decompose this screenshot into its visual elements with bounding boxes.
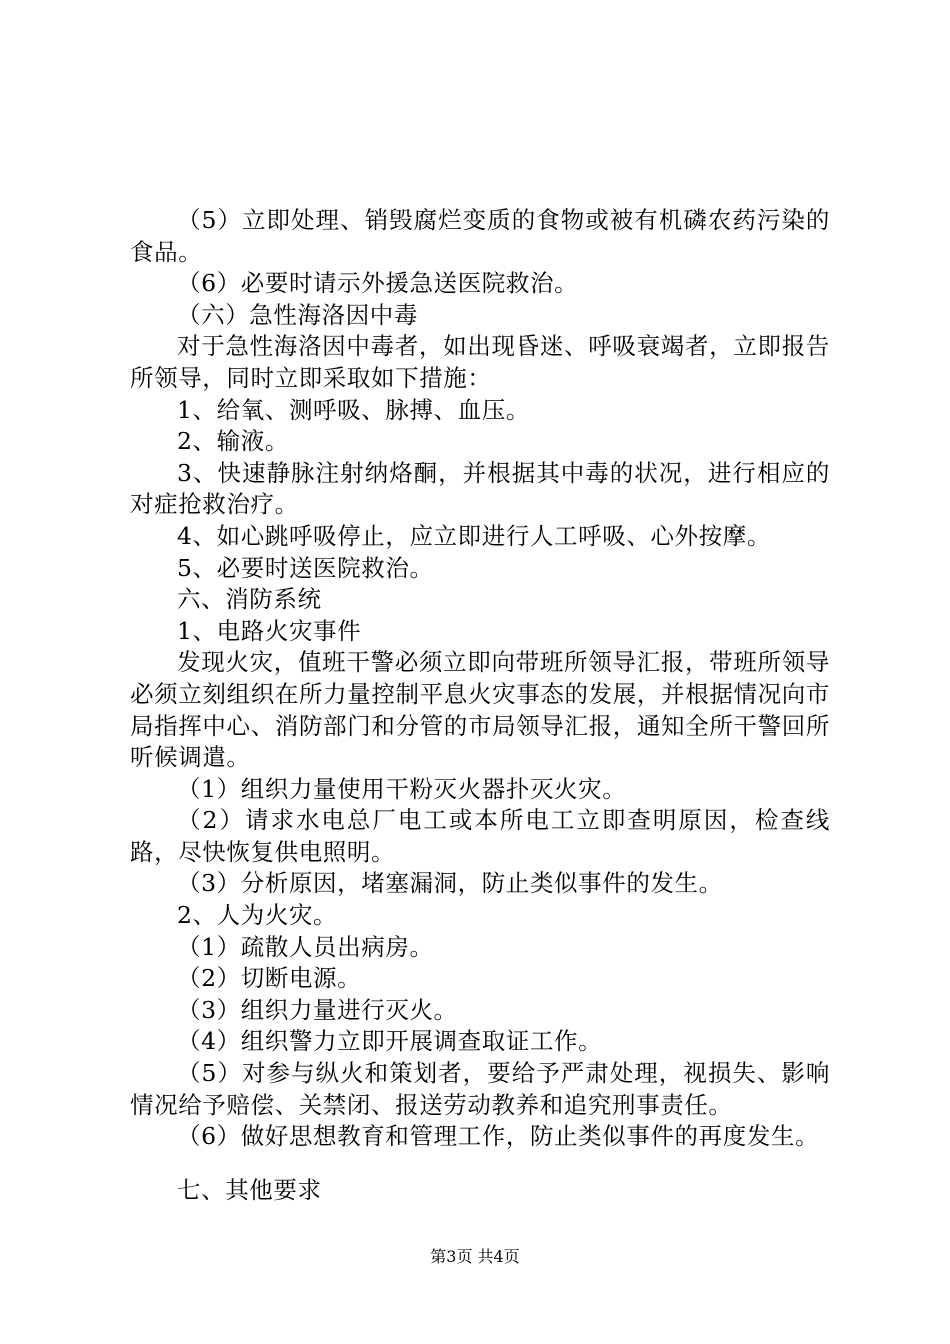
paragraph: （4）组织警力立即开展调查取证工作。 [177,1027,603,1056]
subsection-heading: 2、人为火灾。 [177,901,338,930]
paragraph: （5）立即处理、销毁腐烂变质的食物或被有机磷农药污染的食品。 [130,206,830,266]
paragraph: （2）请求水电总厂电工或本所电工立即查明原因，检查线路，尽快恢复供电照明。 [130,806,830,866]
page-number: 第3页 共4页 [430,1247,520,1266]
paragraph: （3）组织力量进行灭火。 [177,995,458,1024]
paragraph: （6）做好思想教育和管理工作，防止类似事件的再度发生。 [177,1122,820,1151]
section-heading: 七、其他要求 [177,1175,322,1204]
paragraph: （5）对参与纵火和策划者，要给予严肃处理，视损失、影响情况给予赔偿、关禁闭、报送劳动教养和追究刑事责任。 [130,1059,830,1119]
section-heading: 六、消防系统 [177,585,322,614]
paragraph: 2、输液。 [177,427,289,456]
paragraph: （3）分析原因，堵塞漏洞，防止类似事件的发生。 [177,869,723,898]
paragraph: 1、给氧、测呼吸、脉搏、血压。 [177,395,530,424]
paragraph: （1）组织力量使用干粉灭火器扑灭火灾。 [177,774,627,803]
paragraph: （1）疏散人员出病房。 [177,932,434,961]
paragraph: 3、快速静脉注射纳烙酮，并根据其中毒的状况，进行相应的对症抢救治疗。 [130,458,830,519]
section-heading: （六）急性海洛因中毒 [177,300,418,329]
paragraph: 4、如心跳呼吸停止，应立即进行人工呼吸、心外按摩。 [177,521,771,550]
paragraph: 对于急性海洛因中毒者，如出现昏迷、呼吸衰竭者，立即报告所领导，同时立即采取如下措施： [130,332,830,392]
subsection-heading: 1、电路火灾事件 [177,616,362,645]
paragraph: （2）切断电源。 [177,964,362,993]
paragraph: （6）必要时请示外援急送医院救治。 [177,269,579,298]
paragraph: 5、必要时送医院救治。 [177,553,434,582]
document-body [130,205,830,1206]
paragraph: 发现火灾，值班干警必须立即向带班所领导汇报，带班所领导必须立刻组织在所力量控制平息火灾事态的发展，并根据情况向市局指挥中心、消防部门和分管的市局领导汇报，通知全所干警回所听候调遣。 [130,648,830,772]
